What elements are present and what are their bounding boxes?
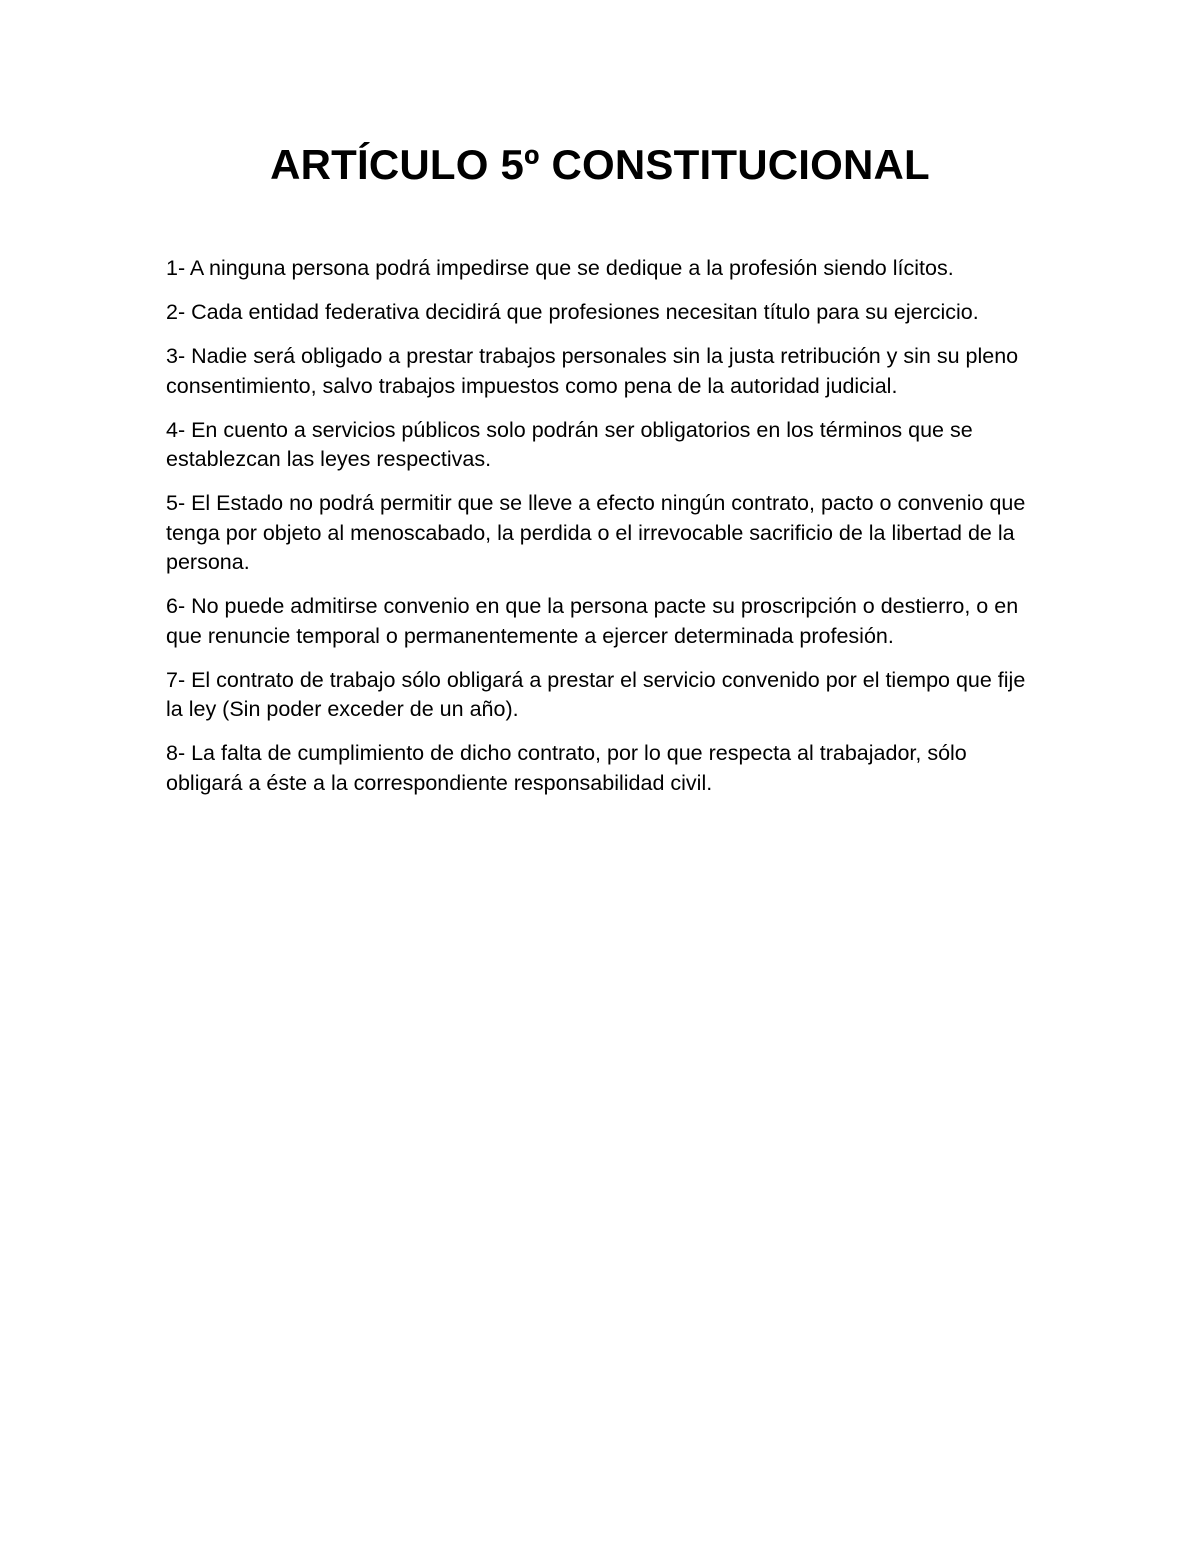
article-items-list: [166, 254, 1046, 813]
article-item-7: 7- El contrato de trabajo sólo obligará a prestar el servicio convenido por el tiempo que fije la ley (Sin poder exceder de un año).: [166, 667, 1026, 721]
page-title: ARTÍCULO 5º CONSTITUCIONAL: [270, 141, 930, 188]
article-item-8: 8- La falta de cumplimiento de dicho contrato, por lo que respecta al trabajador, sólo obligará a éste a la correspondiente responsabilidad civil.: [166, 741, 967, 795]
article-item-4: 4- En cuento a servicios públicos solo podrán ser obligatorios en los términos que se establezcan las leyes respectivas.: [166, 417, 973, 471]
article-item-3: 3- Nadie será obligado a prestar trabajos personales sin la justa retribución y sin su pleno consentimiento, salvo trabajos impuestos como pena de la autoridad judicial.: [166, 344, 1019, 398]
article-item-1: 1- A ninguna persona podrá impedirse que se dedique a la profesión siendo lícitos.: [166, 256, 954, 280]
article-item-2: 2- Cada entidad federativa decidirá que profesiones necesitan título para su ejercicio.: [166, 300, 979, 324]
article-item-5: 5- El Estado no podrá permitir que se lleve a efecto ningún contrato, pacto o convenio que tenga por objeto al menoscabado, la perdida o el irrevocable sacrificio de la libertad de la persona.: [166, 491, 1026, 574]
article-item-6: 6- No puede admitirse convenio en que la persona pacte su proscripción o destierro, o en que renuncie temporal o permanentemente a ejercer determinada profesión.: [166, 594, 1019, 648]
